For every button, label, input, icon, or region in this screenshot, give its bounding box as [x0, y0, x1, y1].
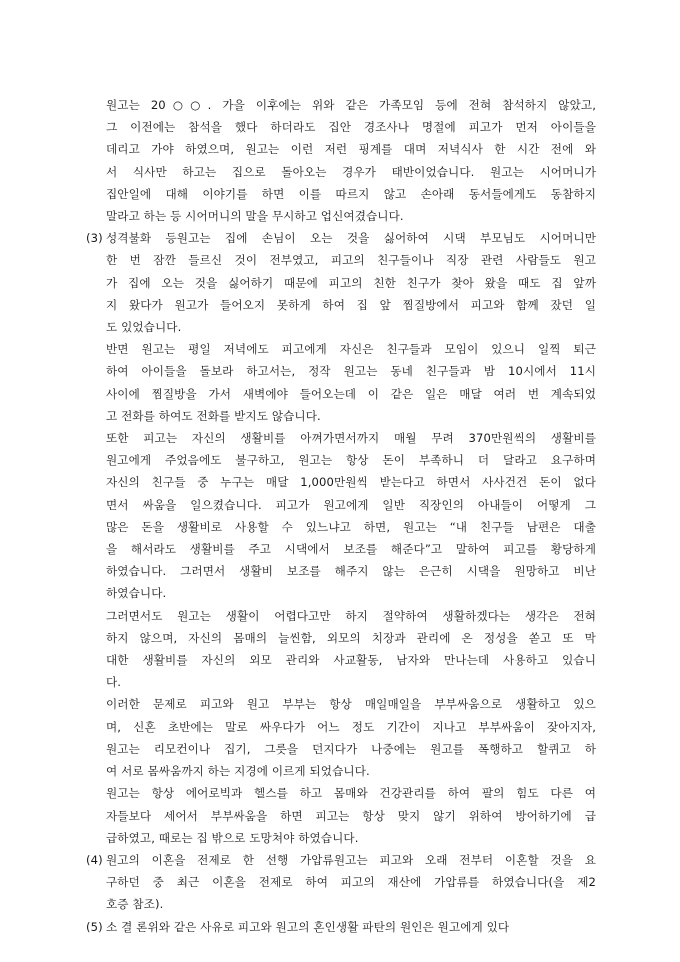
paragraph — [106, 338, 596, 427]
paragraph-number: (3) — [86, 231, 103, 246]
text-line: 을 해서라도 생활비를 주고 시댁에서 보조를 해준다”고 말하여 피고를 황당하게 — [106, 542, 596, 557]
text-line: 여 서로 몸싸움까지 하는 지경에 이르게 되었습니다. — [106, 764, 370, 779]
text-line: 호증 참조). — [106, 897, 164, 912]
text-line: 한 번 잠깐 들르신 것이 전부였고, 피고의 친구들이나 직장 관련 사람들도 원고 — [106, 253, 596, 268]
text-line: 집안일에 대해 이야기를 하면 이를 따르지 않고 손아래 동서들에게도 동참하지 — [106, 186, 596, 201]
text-line: 이러한 문제로 피고와 원고 부부는 항상 매일매일을 부부싸움으로 생활하고 있으 — [106, 697, 596, 712]
text-line: 성격불화 등원고는 집에 손님이 오는 것을 싫어하여 시댁 부모님도 시어머니만 — [106, 231, 596, 246]
paragraph — [106, 427, 596, 605]
document-body — [86, 94, 596, 938]
text-line: 도 있었습니다. — [106, 320, 182, 335]
text-line: 소 결 론위와 같은 사유로 피고와 원고의 혼인생활 파탄의 원인은 원고에게 있다 — [106, 919, 510, 934]
paragraph — [106, 693, 596, 782]
text-line: 면서 싸움을 일으켰습니다. 피고가 원고에게 일반 직장인의 아내들이 어떻게 그 — [106, 497, 596, 512]
text-line: 서 식사만 하고는 집으로 돌아오는 경우가 태반이었습니다. 원고는 시어머니가 — [106, 164, 596, 179]
text-line: 다. — [106, 675, 122, 690]
text-line: 구하던 중 최근 이혼을 전제로 하여 피고의 재산에 가압류를 하였습니다(을 제2 — [106, 875, 596, 890]
text-line: 반면 원고는 평일 저녁에도 피고에게 자신은 친구들과 모임이 있으니 일찍 퇴근 — [106, 342, 596, 357]
text-line: 사이에 찜질방을 가서 새벽에야 들어오는데 이 같은 일은 매달 여러 번 계속되었 — [106, 386, 596, 401]
text-line: 원고는 항상 에어로빅과 헬스를 하고 몸매와 건강관리를 하여 팔의 힘도 다른 여 — [106, 786, 596, 801]
numbered-paragraph — [86, 849, 596, 916]
text-line: 하였습니다. 그러면서 생활비 보조를 해주지 않는 은근히 시댁을 원망하고 비난 — [106, 564, 596, 579]
paragraph — [106, 782, 596, 849]
text-line: 대한 생활비를 자신의 외모 관리와 사교활동, 남자와 만나는데 사용하고 있습니 — [106, 653, 596, 668]
text-line: 가 집에 오는 것을 싫어하기 때문에 피고의 친한 친구가 찾아 왔을 때도 집 앞까 — [106, 275, 596, 290]
numbered-paragraph — [86, 916, 596, 938]
text-line: 고 전화를 하여도 전화를 받지도 않습니다. — [106, 408, 321, 423]
text-line: 하여 아이들을 돌보라 하고서는, 정작 원고는 동네 친구들과 밤 10시에서 11시 — [106, 364, 596, 379]
paragraph — [106, 605, 596, 694]
text-line: 원고는 리모컨이나 집기, 그릇을 던지다가 나중에는 원고를 폭행하고 할퀴고 하 — [106, 741, 596, 756]
numbered-paragraph — [86, 227, 596, 338]
text-line: 원고는 20○○. 가을 이후에는 위와 같은 가족모임 등에 전혀 참석하지 않았고, — [106, 98, 596, 112]
text-line: 원고에게 주었음에도 불구하고, 원고는 항상 돈이 부족하니 더 달라고 요구하며 — [106, 453, 596, 468]
text-line: 그러면서도 원고는 생활이 어렵다고만 하지 절약하여 생활하겠다는 생각은 전혀 — [106, 608, 596, 623]
text-line: 급하였고, 때로는 집 밖으로 도망쳐야 하였습니다. — [106, 830, 359, 845]
text-line: 며, 신혼 초반에는 말로 싸우다가 어느 정도 기간이 지나고 부부싸움이 잦아지자, — [106, 719, 596, 734]
text-line: 지 왔다가 원고가 들어오지 못하게 하여 집 앞 찜질방에서 피고와 함께 잤던 일 — [106, 297, 596, 312]
text-line: 자들보다 세어서 부부싸움을 하면 피고는 항상 맞지 않기 위하여 방어하기에 급 — [106, 808, 596, 823]
text-line: 말라고 하는 등 시어머니의 말을 무시하고 업신여겼습니다. — [106, 209, 404, 224]
text-line: 그 이전에는 참석을 했다 하더라도 집안 경조사나 명절에 피고가 먼저 아이들을 — [106, 120, 596, 135]
text-line: 하지 않으며, 자신의 몸매의 늘씬함, 외모의 치장과 관리에 온 정성을 쏟고 또 막 — [106, 630, 596, 645]
paragraph-number: (4) — [86, 852, 103, 867]
paragraph-number: (5) — [86, 919, 103, 934]
text-line: 많은 돈을 생활비로 사용할 수 있느냐고 하면, 원고는 “내 친구들 남편은 대출 — [106, 519, 596, 534]
paragraph — [106, 94, 596, 227]
text-line: 자신의 친구들 중 누구는 매달 1,000만원씩 받는다고 하면서 사사건건 돈이 없다 — [106, 475, 596, 490]
text-line: 또한 피고는 자신의 생활비를 아껴가면서까지 매월 무려 370만원씩의 생활비를 — [106, 431, 596, 446]
text-line: 원고의 이혼을 전제로 한 선행 가압류원고는 피고와 오래 전부터 이혼할 것을 요 — [106, 852, 596, 867]
text-line: 데리고 가야 하였으며, 원고는 이런 저런 핑계를 대며 저녁식사 한 시간 전에 와 — [106, 142, 596, 157]
text-line: 하였습니다. — [106, 586, 167, 601]
